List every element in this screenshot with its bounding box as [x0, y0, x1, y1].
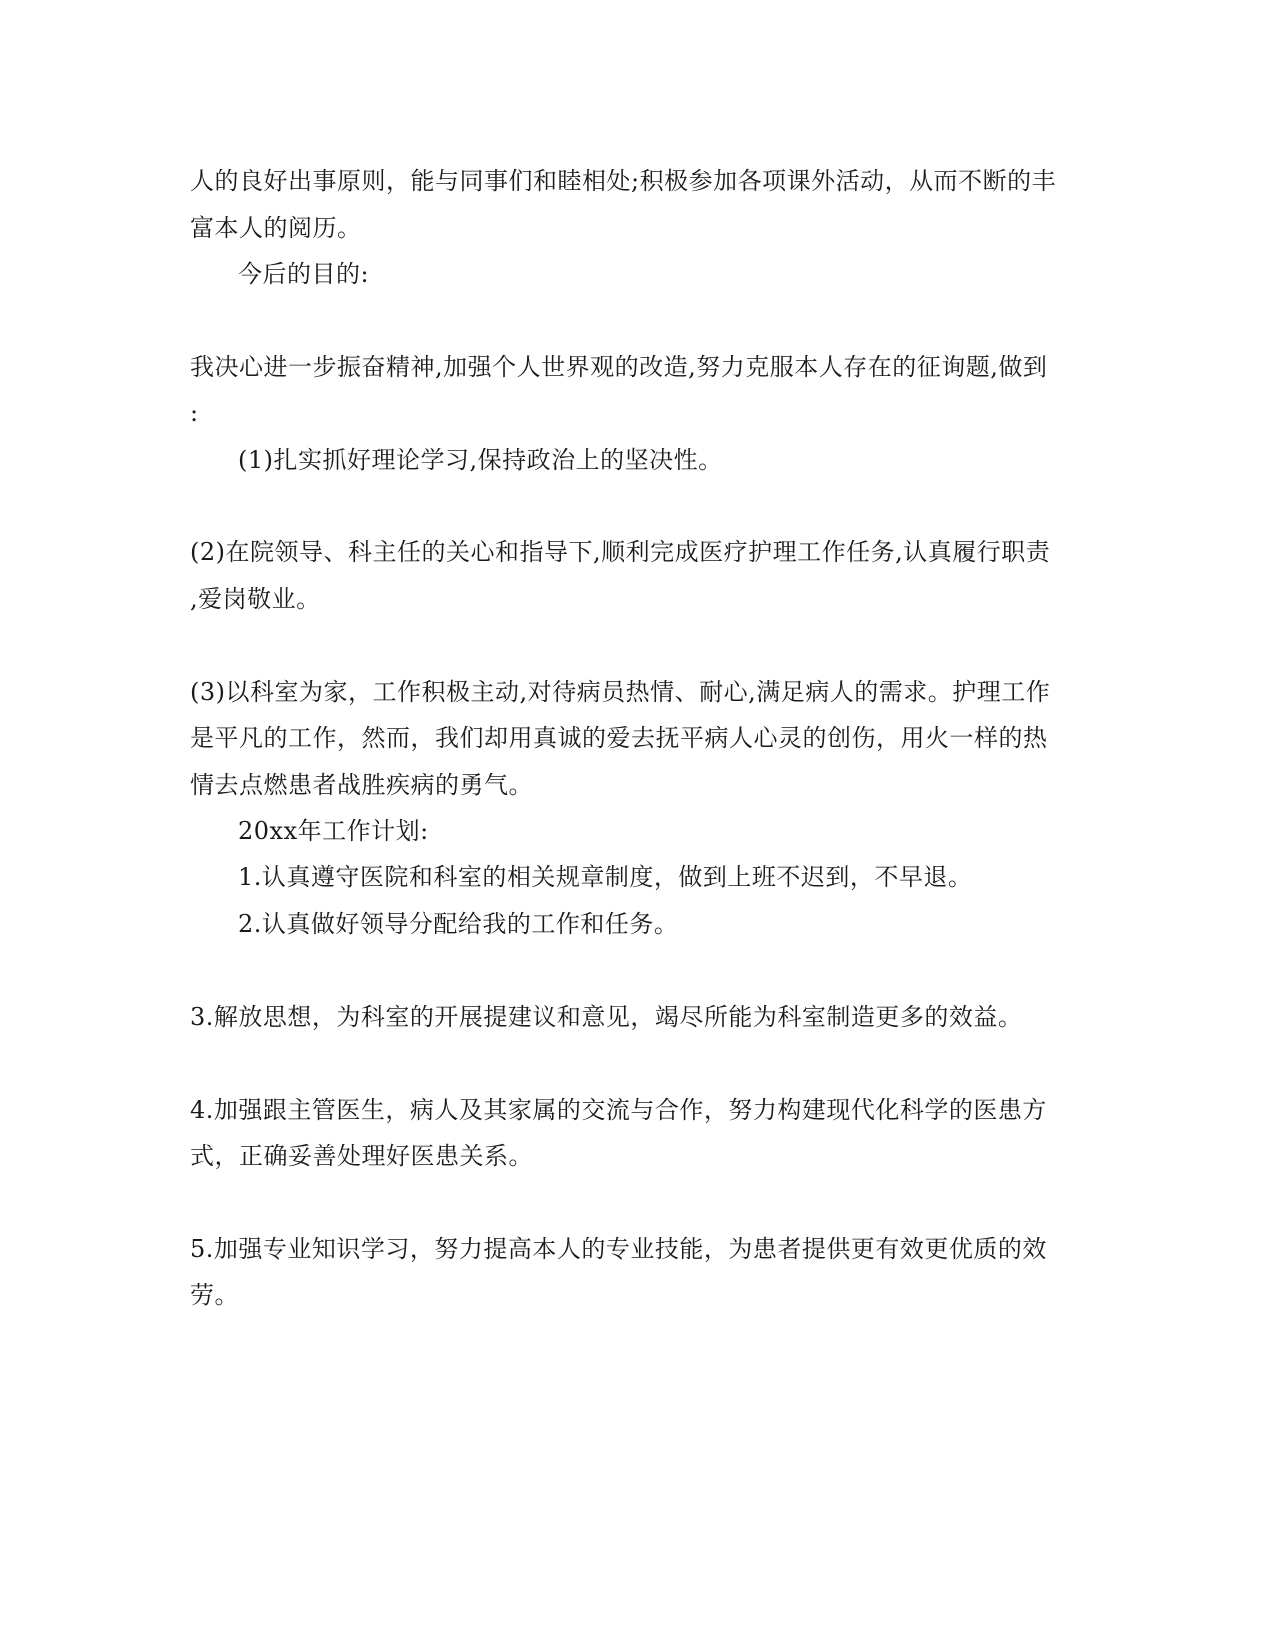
list-item: (2)在院领导、科主任的关心和指导下,顺利完成医疗护理工作任务,认真履行职责	[190, 538, 1051, 566]
text-line: 人的良好出事原则，能与同事们和睦相处;积极参加各项课外活动，从而不断的丰	[190, 167, 1057, 195]
list-item: 3.解放思想，为科室的开展提建议和意见，竭尽所能为科室制造更多的效益。	[190, 1003, 1023, 1031]
list-item: 5.加强专业知识学习，努力提高本人的专业技能，为患者提供更有效更优质的效	[190, 1235, 1047, 1263]
list-item: 2.认真做好领导分配给我的工作和任务。	[238, 910, 679, 938]
section-heading: 20xx年工作计划:	[238, 817, 429, 845]
text-line: 式，正确妥善处理好医患关系。	[190, 1142, 533, 1170]
list-item: 4.加强跟主管医生，病人及其家属的交流与合作，努力构建现代化科学的医患方	[190, 1096, 1047, 1124]
text-line: ,爱岗敬业。	[190, 585, 321, 613]
text-line: 劳。	[190, 1281, 239, 1309]
text-line: 富本人的阅历。	[190, 214, 362, 242]
text-line: :	[190, 399, 199, 427]
list-item: 1.认真遵守医院和科室的相关规章制度，做到上班不迟到，不早退。	[238, 863, 973, 891]
text-line: 情去点燃患者战胜疾病的勇气。	[190, 771, 533, 799]
text-line: 是平凡的工作，然而，我们却用真诚的爱去抚平病人心灵的创伤，用火一样的热	[190, 724, 1048, 752]
text-line: 我决心进一步振奋精神,加强个人世界观的改造,努力克服本人存在的征询题,做到	[190, 353, 1048, 381]
section-heading: 今后的目的:	[238, 260, 370, 288]
list-item: (1)扎实抓好理论学习,保持政治上的坚决性。	[238, 446, 723, 474]
list-item: (3)以科室为家，工作积极主动,对待病员热情、耐心,满足病人的需求。护理工作	[190, 678, 1051, 706]
